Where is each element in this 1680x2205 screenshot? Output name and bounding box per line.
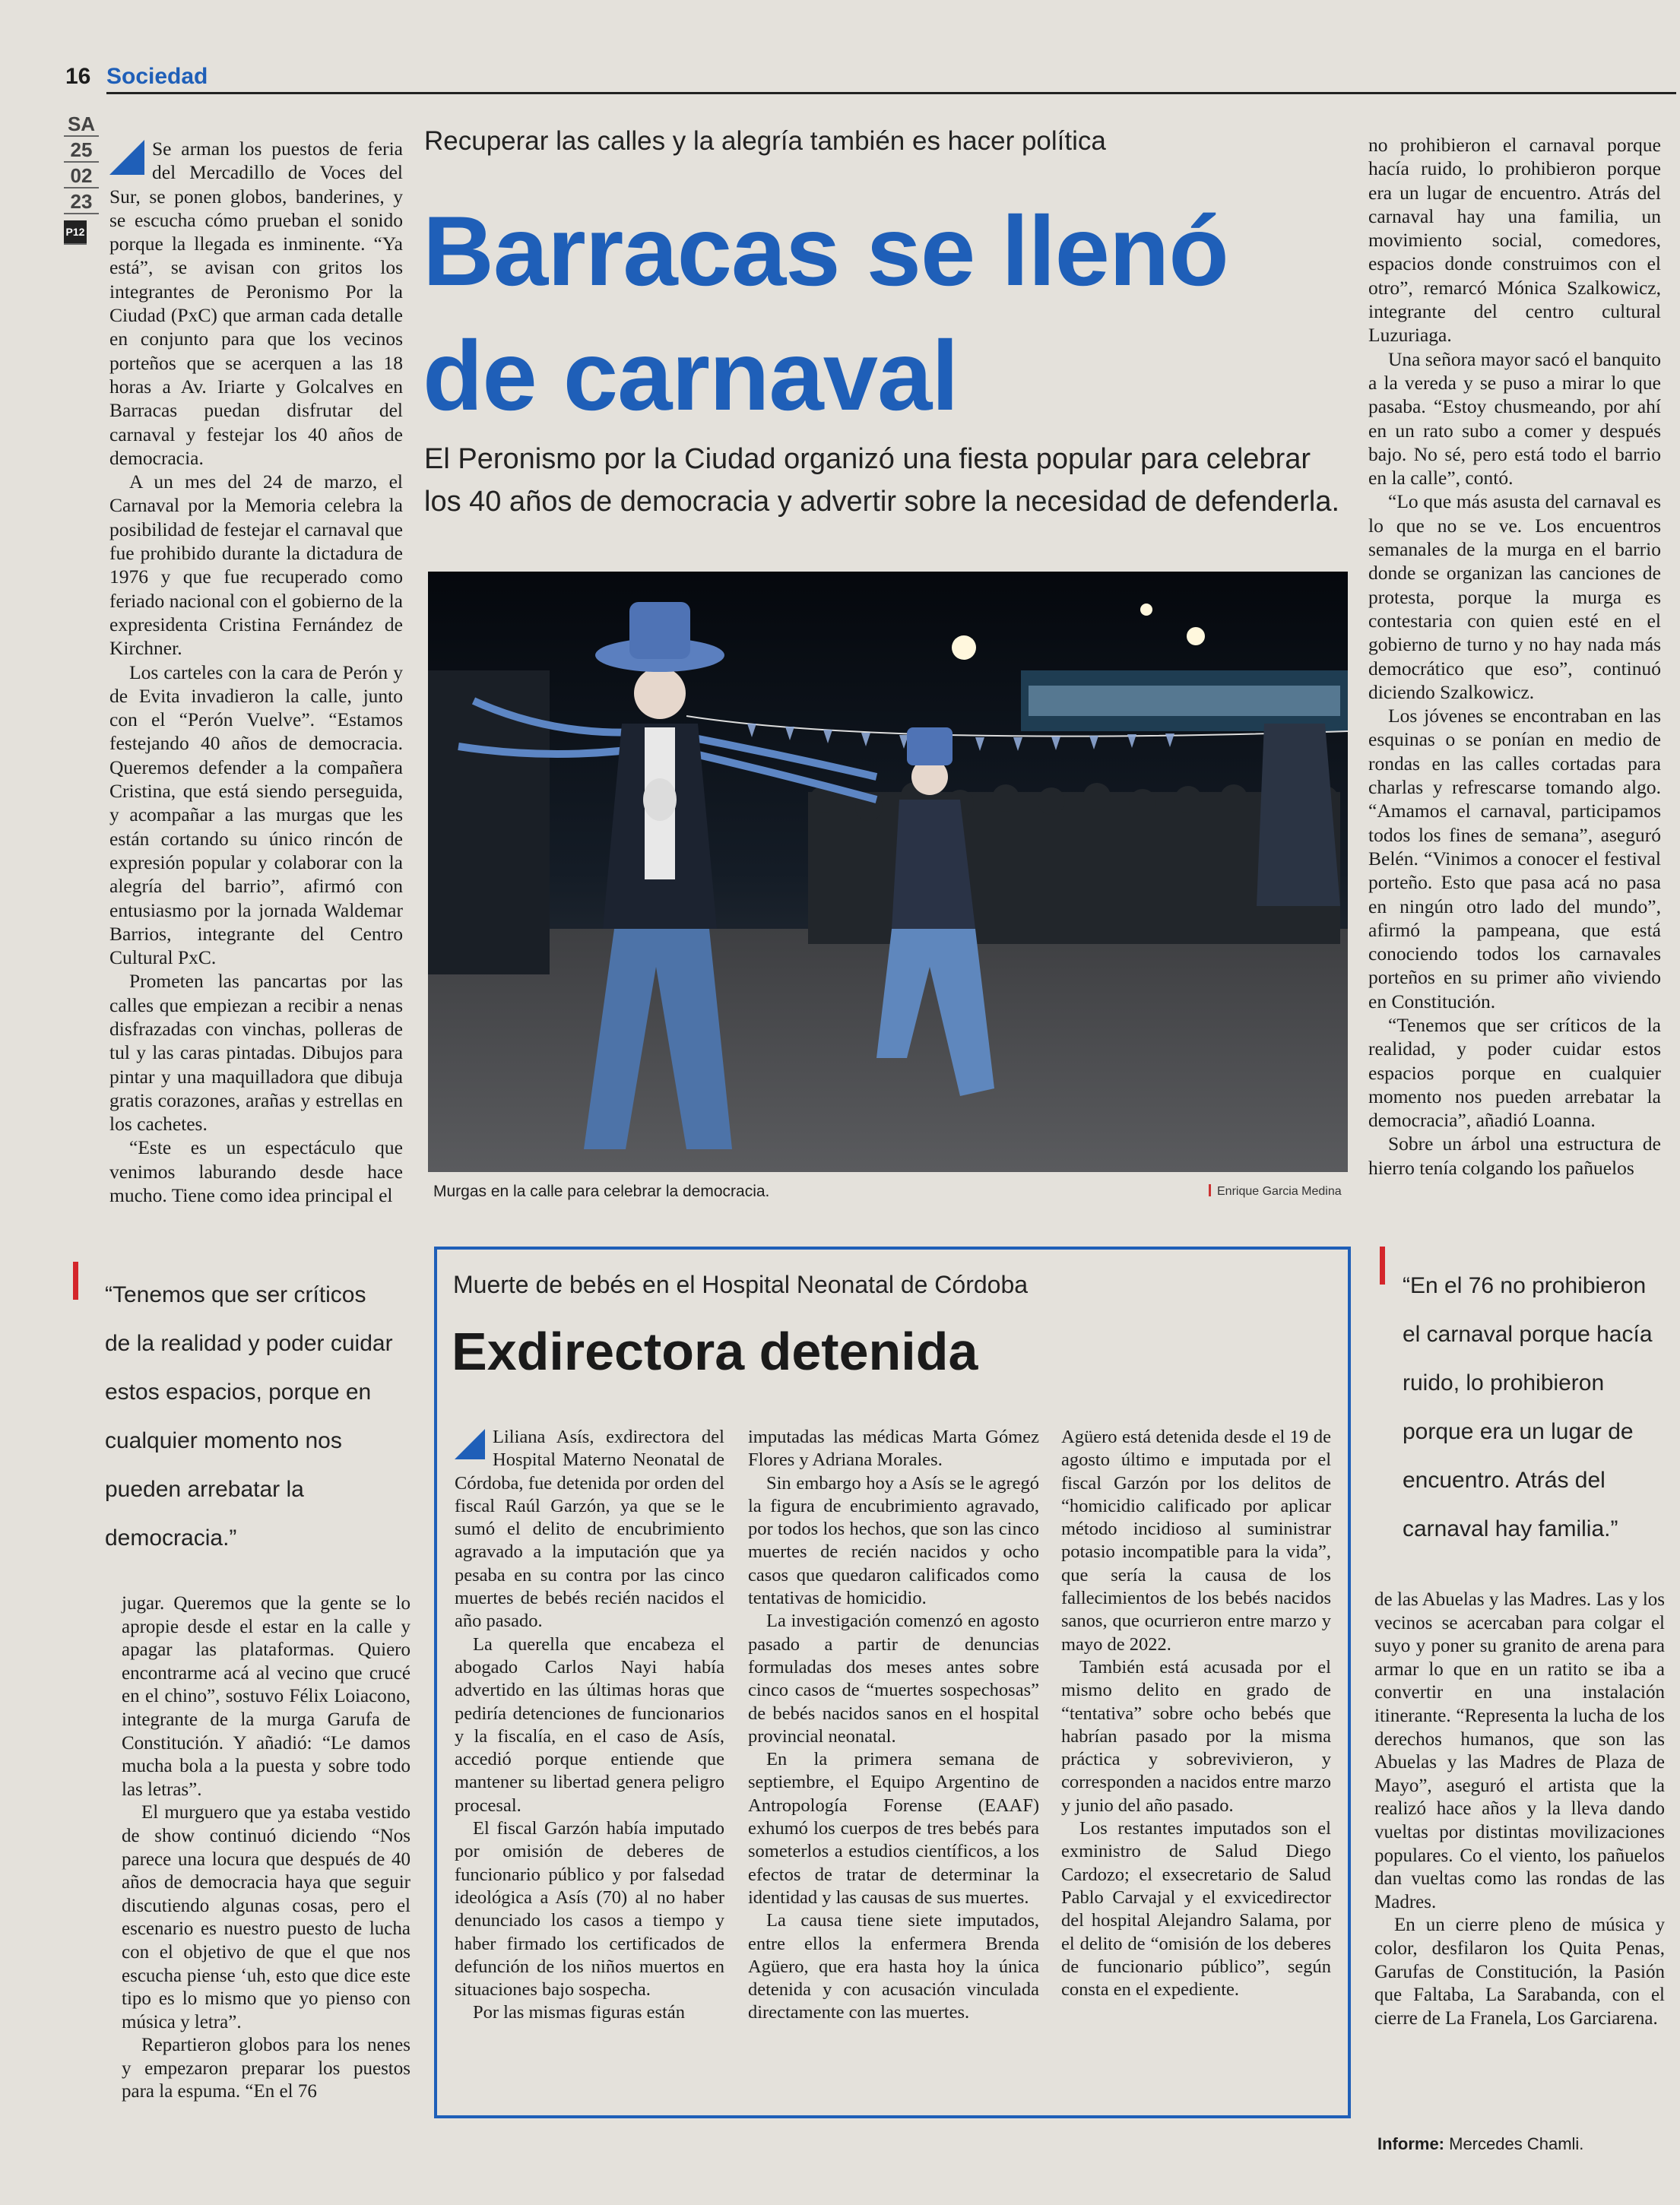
deck-line: El Peronismo por la Ciudad organizó una fiesta popular para celebrar	[424, 443, 1311, 475]
paragraph: Repartieron globos para los nenes y empezaron preparar los puestos para la espuma. “En el 76	[122, 2035, 410, 2102]
paragraph: En un cierre pleno de música y color, desfilaron los Quita Penas, Garufas de Constitución, la Pasión que Faltaba, La Sarabanda, con el cierre de La Franela, Los Garciarena.	[1374, 1915, 1665, 2029]
quote-bar-icon	[1380, 1247, 1385, 1285]
boxed-article-headline: Exdirectora detenida	[452, 1322, 978, 1381]
paragraph: jugar. Queremos que la gente se lo apropie desde el estar en la calle y apagar las plataformas. Quiero encontrarme acá al vecino que crucé en el chino”, sostuvo Félix Loiacono, integrante de la murga Garufa de Constitución. Y añadió: “Le damos mucha bola a la puesta y sobre todo las letras”.	[122, 1593, 410, 1800]
paragraph: Por las mismas figuras están	[473, 2002, 685, 2023]
paragraph: La causa tiene siete imputados, entre ellos la enfermera Brenda Agüero, que era hasta hoy la única detenida y con acusación vinculada directamente con las muertes.	[748, 1910, 1039, 2023]
paragraph: no prohibieron el carnaval porque hacía ruido, lo prohibieron porque era un lugar de encuentro. Atrás del carnaval hay una familia, un movimiento social, comedores, espacios donde construimos con el otro”, remarcó Mónica Szalkowicz, integrante del centro cultural Luzuriaga.	[1368, 134, 1661, 347]
boxed-column-2	[748, 1426, 1039, 2025]
quote-line: cualquier momento nos	[105, 1428, 342, 1453]
paragraph: Los carteles con la cara de Perón y de Evita invadieron la calle, junto con el “Perón Vuelve”. “Estamos festejando 40 años de democracia. Queremos defender a la compañera Cristina, que está siendo perseguida, y acompañar a las murgas que les están cortando su único rincón de expresión popular y colaborar con la alegría del barrio”, afirmó con entusiasmo por la jornada Waldemar Barrios, integrante del Centro Cultural PxC.	[109, 661, 403, 969]
quote-line: estos espacios, porque en	[105, 1380, 372, 1405]
newspaper-logo: P12	[64, 220, 87, 245]
paragraph: “Tenemos que ser críticos de la realidad, y poder cuidar estos espacios porque en cualquier momento nos pueden arrebatar la democracia”, añadió Loanna.	[1368, 1013, 1661, 1132]
quote-line: “Tenemos que ser críticos	[105, 1282, 366, 1307]
quote-line: porque era un lugar de	[1403, 1419, 1634, 1444]
section-name: Sociedad	[106, 64, 208, 89]
photo-caption: Murgas en la calle para celebrar la democracia.	[433, 1183, 770, 1200]
date-year: 23	[64, 190, 99, 214]
paragraph: Sobre un árbol una estructura de hierro tenía colgando los pañuelos	[1368, 1133, 1661, 1179]
issue-date	[64, 112, 99, 246]
page-number: 16	[65, 64, 91, 89]
paragraph: Agüero está detenida desde el 19 de agosto último e imputada por el fiscal Garzón por los delitos de “homicidio calificado por aplicar método incidioso al suministrar potasio incompatible para la vida”, que sería la causa de los fallecimientos de los bebés nacidos sanos, que ocurrieron entre marzo y mayo de 2022.	[1061, 1427, 1331, 1655]
quote-bar-icon	[73, 1262, 78, 1300]
paragraph: de las Abuelas y las Madres. Las y los vecinos se acercaban para colgar el suyo y poner su granito de arena para armar lo que en un ratito se iba a convertir en una instalación itinerante. “Representa la lucha de los derechos humanos, que son las Abuelas y las Madres de Plaza de Mayo”, aseguró el artista que la realizó hace años y la lleva dando vueltas por distintas movilizaciones populares. Co el viento, los pañuelos dan vueltas como las rondas de las Madres.	[1374, 1589, 1665, 1912]
paragraph: También está acusada por el mismo delito en grado de “tentativa” sobre ocho bebés que habrían pasado por la misma práctica y sobrevivieron, y corresponden a nacidos entre marzo y junio del año pasado.	[1061, 1656, 1331, 1816]
paragraph: La querella que encabeza el abogado Carlos Nayi había advertido en las últimas horas que pediría detenciones de funcionarios y la fiscalía, en el caso de Asís, accedió porque entiende que mantener su libertad genera peligro procesal.	[455, 1633, 724, 1816]
paragraph: “Este es un espectáculo que venimos laburando desde hace mucho. Tiene como idea principal el	[109, 1136, 403, 1207]
quote-line: de la realidad y poder cuidar	[105, 1331, 393, 1356]
quote-line: el carnaval porque hacía	[1403, 1322, 1653, 1347]
pull-quote-right	[1403, 1262, 1653, 1554]
article-kicker: Recuperar las calles y la alegría también es hacer política	[424, 126, 1106, 156]
quote-line: encuentro. Atrás del	[1403, 1468, 1606, 1493]
headline-line: de carnaval	[423, 320, 959, 431]
article-column-1-continued	[122, 1592, 410, 2104]
paragraph: Una señora mayor sacó el banquito a la vereda y se puso a mirar lo que pasaba. “Estoy chusmeando, por ahí en un rato subo a comer y después bajo. No sé, pero está todo el barrio en la calle”, contó.	[1368, 347, 1662, 489]
paragraph: “Lo que más asusta del carnaval es lo que no se ve. Los encuentros semanales de la murga en el barrio donde se organizan las canciones de protesta, porque la murga es contestaria con quien esté en el gobierno de turno y no hay nada más democrático que eso”, continuó diciendo Szalkowicz.	[1368, 490, 1661, 703]
boxed-column-3	[1061, 1426, 1331, 2001]
quote-line: pueden arrebatar la	[105, 1477, 304, 1502]
paragraph: Sin embargo hoy a Asís se le agregó la figura de encubrimiento agravado, por todos los hechos, que son las cinco muertes de recién nacidos y ocho casos que quedaron calificados como tentativas de homicidio.	[748, 1472, 1039, 1609]
header-rule	[106, 92, 1676, 94]
date-day-name: SA	[64, 112, 99, 137]
photo-credit: Enrique Garcia Medina	[1209, 1184, 1342, 1199]
pull-quote-left	[105, 1271, 393, 1563]
article-column-4-continued	[1374, 1589, 1665, 2030]
article-column-4	[1368, 133, 1661, 1180]
date-month: 02	[64, 164, 99, 189]
report-credit: Informe: Mercedes Chamli.	[1377, 2134, 1584, 2153]
boxed-column-1	[455, 1426, 724, 2025]
paragraph: Liliana Asís, exdirectora del Hospital Materno Neonatal de Córdoba, fue detenida por orden del fiscal Raúl Garzón, ya que se le sumó el delito de encubrimiento agravado a la imputación que ya pesaba en su contra por las cinco muertes de bebés recién nacidos el año pasado.	[455, 1427, 724, 1632]
paragraph: En la primera semana de septiembre, el Equipo Argentino de Antropología Forense (EAAF) exhumó los cuerpos de tres bebés para someterlos a estudios científicos, a los efectos de tratar de determinar la identidad y las causas de sus muertes.	[748, 1749, 1039, 1908]
headline-line: Barracas se llenó	[423, 195, 1228, 306]
paragraph: Se arman los puestos de feria del Mercadillo de Voces del Sur, se ponen globos, banderines, y se escucha cómo prueban el sonido porque la llegada es inminente. “Ya está”, se avisan con gritos los integrantes de Peronismo Por la Ciudad (PxC) que arman cada detalle en conjunto para que los vecinos porteños que se acerquen a las 18 horas a Av. Iriarte y Golcalves en Barracas puedan disfrutar del carnaval y festejar los 40 años de democracia.	[109, 138, 403, 469]
paragraph: Los jóvenes se encontraban en las esquinas o se ponían en medio de rondas en las calles cortadas para charlas y refrescarse tomando algo. “Amamos el carnaval, participamos todos los fines de semana”, aseguró Belén. “Vinimos a conocer el festival porteño. Esto que pasa acá no pasa en ningún otro lado del mundo”, afirmó la pampeana, que está conociendo todos los carnavales porteños en su primer año viviendo en Constitución.	[1368, 705, 1661, 1012]
paragraph: El fiscal Garzón había imputado por omisión de deberes de funcionario público y por falsedad ideológica a Asís (70) al no haber denunciado los casos a tiempo y haber firmado los certificados de defunción de los niños muertos en situaciones bajo sospecha.	[455, 1818, 724, 2001]
lead-marker-icon	[109, 140, 144, 175]
paragraph: Los restantes imputados son el exministro de Salud Diego Cardozo; el exsecretario de Salud Pablo Carvajal y el exvicedirector del hospital Alejandro Salama, por el delito de “omisión de los deberes de funcionario público”, según consta en el expediente.	[1061, 1818, 1331, 2001]
article-headline	[423, 189, 1335, 438]
quote-line: “En el 76 no prohibieron	[1403, 1273, 1647, 1298]
paragraph: imputadas las médicas Marta Gómez Flores y Adriana Morales.	[748, 1427, 1039, 1471]
carnival-photo	[428, 572, 1348, 1172]
article-deck	[424, 438, 1352, 523]
paragraph: El murguero que ya estaba vestido de show continuó diciendo “Nos parece una locura que después de 40 años de democracia haya que seguir discutiendo algunas cosas, pero el escenario es nuestro puesto de lucha con el objetivo de que el que nos escucha piense ‘uh, esto que dice este tipo es lo mismo que yo pienso con música y letra”.	[122, 1802, 410, 2032]
date-day: 25	[64, 138, 99, 163]
paragraph: La investigación comenzó en agosto pasado a partir de denuncias formuladas dos meses antes sobre cinco casos de “muertes sospechosas” de bebés nacidos sanos en el hospital provincial neonatal.	[748, 1611, 1039, 1747]
quote-line: democracia.”	[105, 1525, 237, 1551]
paragraph: A un mes del 24 de marzo, el Carnaval por la Memoria celebra la posibilidad de festejar el carnaval que fue prohibido durante la dictadura de 1976 y que fue recuperado como feriado nacional con el gobierno de la expresidenta Cristina Fernández de Kirchner.	[109, 470, 403, 660]
deck-line: los 40 años de democracia y advertir sobre la necesidad de defenderla.	[424, 486, 1340, 518]
paragraph: Prometen las pancartas por las calles que empiezan a recibir a nenas disfrazadas con vinchas, polleras de tul y las caras pintadas. Dibujos para pintar y una maquilladora que dibuja gratis corazones, arañas y estrellas en los cachetes.	[109, 970, 403, 1136]
quote-line: carnaval hay familia.”	[1403, 1516, 1618, 1541]
article-column-1	[109, 137, 403, 1207]
lead-marker-icon	[455, 1429, 485, 1459]
credit-bar-icon	[1209, 1184, 1211, 1196]
murga-dancers-illustration	[428, 572, 1348, 1172]
boxed-article-kicker: Muerte de bebés en el Hospital Neonatal de Córdoba	[453, 1271, 1029, 1298]
quote-line: ruido, lo prohibieron	[1403, 1370, 1605, 1396]
